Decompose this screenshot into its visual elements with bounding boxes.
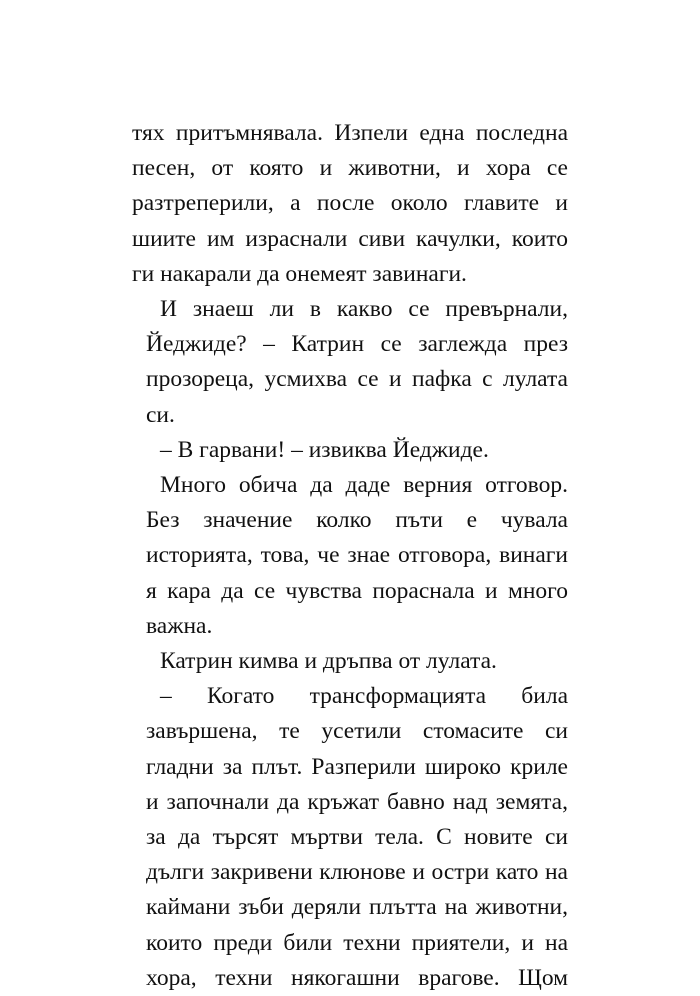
text-line: я кара да се чувства пораснала и много [146, 577, 568, 604]
text-line: историята, това, че знае отговора, винаги [146, 542, 568, 569]
text-line: прозореца, усмихва се и пафка с лулата [146, 366, 568, 393]
text-line: И знаеш ли в какво се превърнали, [160, 296, 568, 323]
text-line: и започнали да кръжат бавно над земята, [146, 788, 568, 815]
text-line: шиите им израснали сиви качулки, които [132, 225, 568, 252]
text-line: тях притъмнявала. Изпели една последна [132, 120, 568, 146]
paragraph [132, 116, 568, 292]
text-line: важна. [146, 612, 213, 639]
paragraph [132, 433, 568, 468]
paragraph [132, 644, 568, 679]
page-text-body [132, 116, 568, 996]
text-line: – В гарвани! – извиква Йеджиде. [160, 436, 489, 463]
text-line: хора, техни някогашни врагове. Щом [146, 964, 568, 991]
paragraph [132, 292, 568, 433]
text-line: дълги закривени клюнове и остри като на [146, 859, 568, 886]
text-line: каймани зъби деряли плътта на животни, [146, 894, 568, 921]
text-line: гладни за плът. Разперили широко криле [146, 753, 568, 780]
text-line: Йеджиде? – Катрин се заглежда през [146, 331, 568, 358]
text-line: които преди били техни приятели, и на [146, 929, 568, 956]
text-line: разтреперили, а после около главите и [132, 190, 568, 217]
paragraph [132, 679, 568, 996]
text-line: Без значение колко пъти е чувала [146, 507, 568, 534]
text-line: ги накарали да онемеят завинаги. [132, 260, 467, 287]
text-line: – Когато трансформацията била [160, 683, 568, 710]
text-line: за да търсят мъртви тела. С новите си [146, 824, 568, 851]
text-line: си. [146, 401, 175, 428]
text-line: песен, от която и животни, и хора се [132, 155, 568, 182]
text-line: Катрин кимва и дръпва от лулата. [160, 648, 497, 675]
paragraph [132, 468, 568, 644]
text-line: завършена, те усетили стомасите си [146, 718, 568, 745]
text-line: Много обича да даде верния отговор. [160, 472, 568, 499]
